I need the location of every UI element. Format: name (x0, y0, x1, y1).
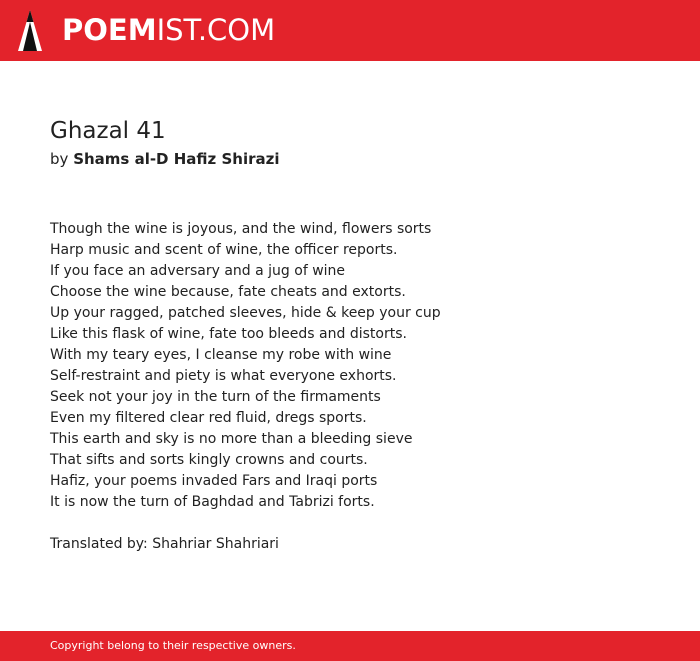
poem-title: Ghazal 41 (50, 118, 166, 144)
pencil-icon[interactable] (18, 10, 42, 51)
poem-body (50, 219, 441, 513)
translator-credit: Translated by: Shahriar Shahriari (50, 536, 279, 552)
poem-line: This earth and sky is no more than a bleeding sieve (50, 431, 413, 447)
brand-bold: POEM (62, 13, 157, 47)
poem-line: Choose the wine because, fate cheats and extorts. (50, 284, 406, 300)
byline (50, 149, 280, 169)
poem-line: Seek not your joy in the turn of the firmaments (50, 389, 381, 405)
poem-line: Like this flask of wine, fate too bleeds and distorts. (50, 326, 407, 342)
copyright-text: Copyright belong to their respective owners. (50, 639, 296, 652)
by-label: by (50, 150, 69, 168)
brand-light: IST.COM (156, 13, 276, 47)
poem-line: Even my filtered clear red fluid, dregs sports. (50, 410, 367, 426)
author-name: Shams al-D Hafiz Shirazi (73, 150, 280, 168)
poem-line: Harp music and scent of wine, the officer reports. (50, 242, 398, 258)
site-logo[interactable] (62, 13, 275, 47)
site-footer (0, 631, 700, 661)
poem-line: That sifts and sorts kingly crowns and courts. (50, 452, 368, 468)
poem-line: If you face an adversary and a jug of wine (50, 263, 346, 279)
poem-line: Though the wine is joyous, and the wind, flowers sorts (50, 221, 432, 237)
poem-line: Hafiz, your poems invaded Fars and Iraqi ports (50, 473, 378, 489)
poem-line: It is now the turn of Baghdad and Tabrizi forts. (50, 494, 375, 510)
poem-line: With my teary eyes, I cleanse my robe with wine (50, 347, 392, 363)
poem-line: Up your ragged, patched sleeves, hide & keep your cup (50, 305, 441, 321)
site-header (0, 0, 700, 61)
poem-line: Self-restraint and piety is what everyone exhorts. (50, 368, 397, 384)
